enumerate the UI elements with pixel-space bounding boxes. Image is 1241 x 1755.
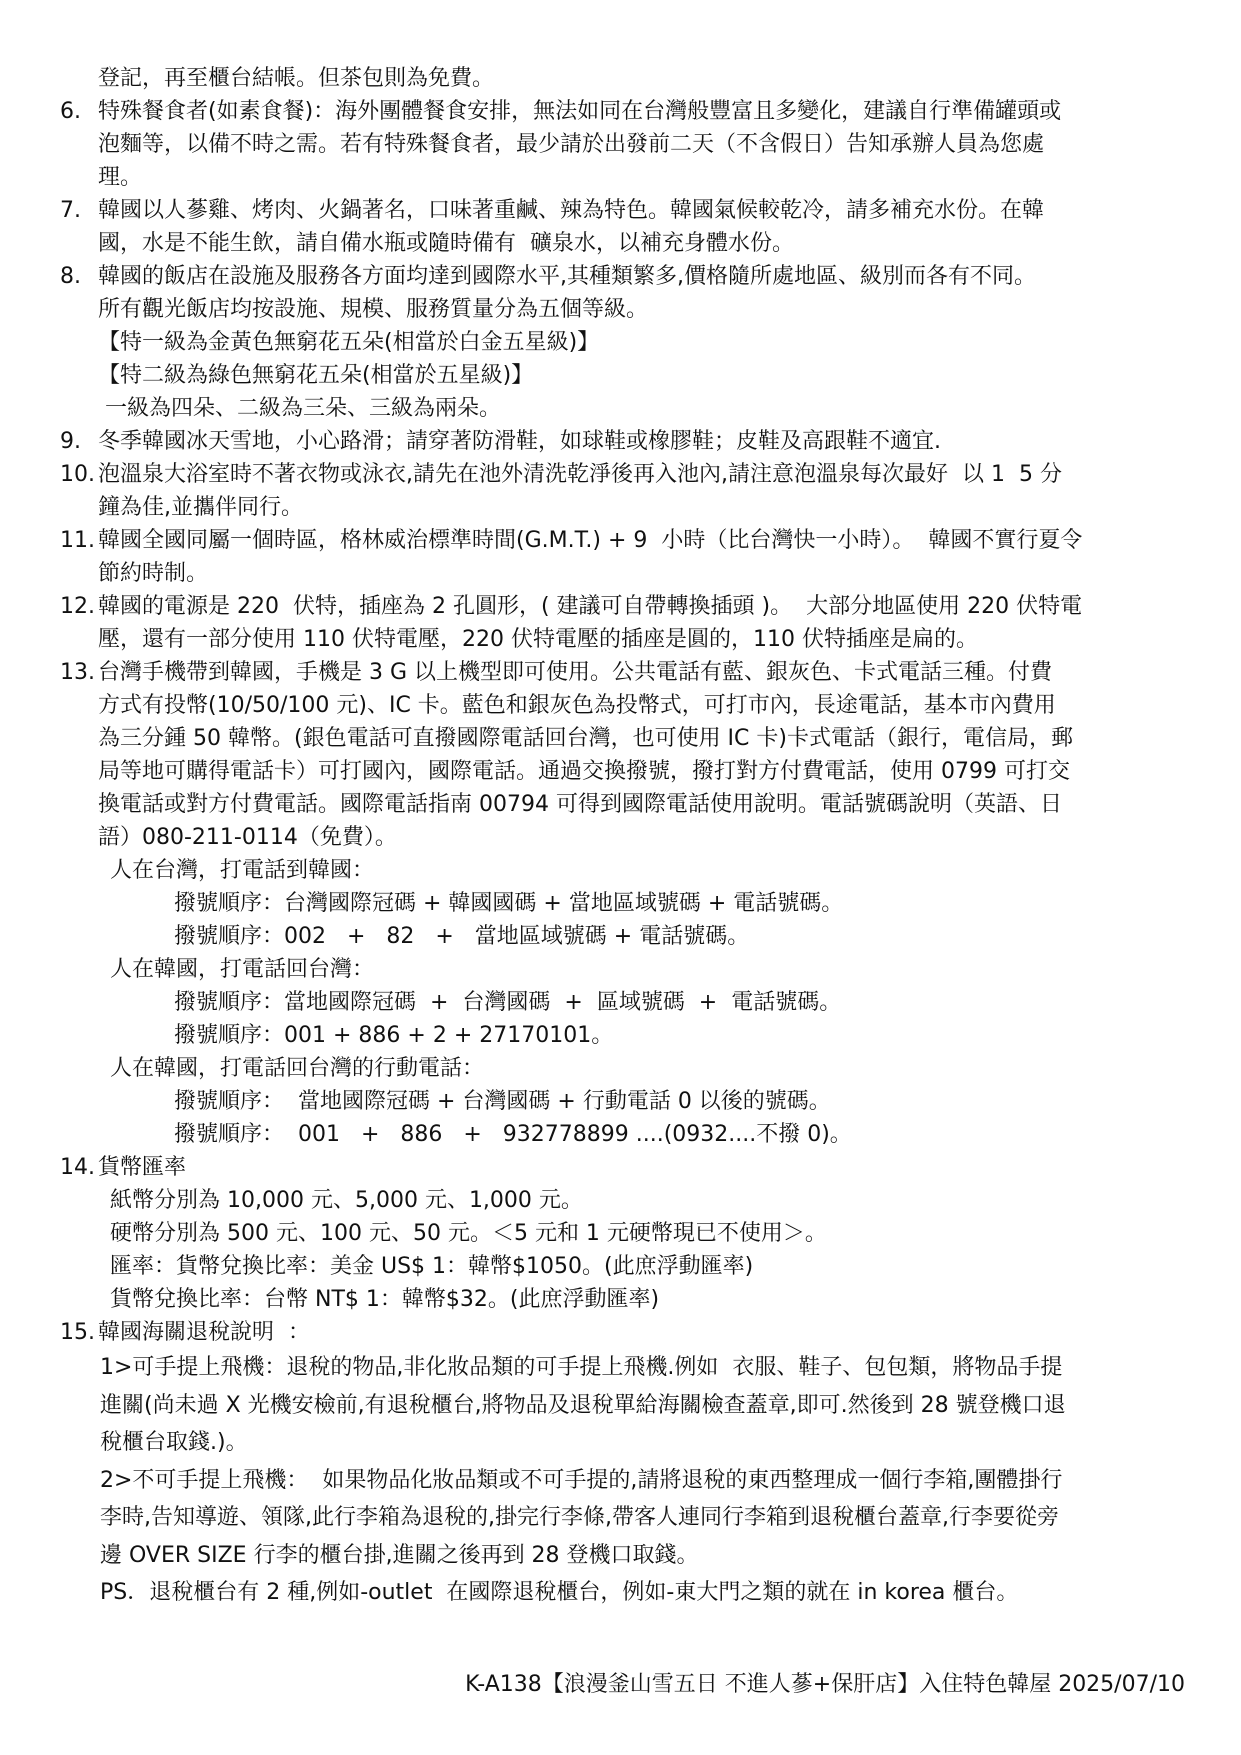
line-text: 撥號順序：台灣國際冠碼 + 韓國國碼 + 當地區域號碼 + 電話號碼。 [174, 891, 844, 916]
line-text: 所有觀光飯店均按設施、規模、服務質量分為五個等級。 [98, 297, 649, 322]
numbered-item-line [60, 1151, 1185, 1184]
text-line [60, 557, 1185, 590]
item-number: 12. [60, 594, 95, 619]
item-number: 14. [60, 1155, 95, 1180]
line-text: 撥號順序：002 + 82 + 當地區域號碼 + 電話號碼。 [174, 924, 750, 949]
numbered-item-line [60, 260, 1185, 293]
numbered-item-line [60, 524, 1185, 557]
line-text: 登記，再至櫃台結帳。但茶包則為免費。 [98, 66, 495, 91]
line-text: 匯率：貨幣兌換比率：美金 US$ 1：韓幣$1050。(此庶浮動匯率) [110, 1254, 754, 1279]
text-line [60, 392, 1185, 425]
numbered-item-line [60, 425, 1185, 458]
page-footer: K-A138【浪漫釜山雪五日 不進人蔘+保肝店】入住特色韓屋 2025/07/10 [465, 1672, 1185, 1697]
line-text: 壓，還有一部分使用 110 伏特電壓，220 伏特電壓的插座是圓的，110 伏特插座是扁的。 [98, 627, 978, 652]
text-line [60, 1424, 1185, 1462]
text-line [60, 1349, 1185, 1387]
line-text: 特殊餐食者(如素食餐)：海外團體餐食安排，無法如同在台灣般豐富且多變化，建議自行準備罐頭或 [98, 99, 1062, 124]
text-line [60, 227, 1185, 260]
numbered-item-line [60, 590, 1185, 623]
line-text: 撥號順序：001 + 886 + 2 + 27170101。 [174, 1023, 614, 1048]
line-text: 泡溫泉大浴室時不著衣物或泳衣,請先在池外清洗乾淨後再入池內,請注意泡溫泉每次最好 以 1 5 分 [98, 462, 1062, 487]
line-text: 節約時制。 [98, 561, 209, 586]
line-text: 1>可手提上飛機：退稅的物品,非化妝品類的可手提上飛機.例如 衣服、鞋子、包包類，將物品手提 [100, 1355, 1063, 1380]
text-line [60, 1462, 1185, 1500]
text-line [60, 1085, 1185, 1118]
numbered-item-line [60, 1316, 1185, 1349]
line-text: 韓國海關退稅說明 ： [98, 1320, 310, 1345]
text-line [60, 920, 1185, 953]
line-text: 換電話或對方付費電話。國際電話指南 00794 可得到國際電話使用說明。電話號碼說明（英語、日 [98, 792, 1062, 817]
item-number: 7. [60, 198, 81, 223]
text-line [60, 1387, 1185, 1425]
line-text: 韓國的電源是 220 伏特，插座為 2 孔圓形，( 建議可自帶轉換插頭 )。 大部分地區使用 220 伏特電 [98, 594, 1083, 619]
text-line [60, 821, 1185, 854]
line-text: PS．退稅櫃台有 2 種,例如-outlet 在國際退稅櫃台，例如-東大門之類的就在 in korea 櫃台。 [100, 1580, 1019, 1605]
text-line [60, 1250, 1185, 1283]
line-text: 撥號順序：當地國際冠碼 + 台灣國碼 + 區域號碼 + 電話號碼。 [174, 990, 842, 1015]
numbered-item-line [60, 95, 1185, 128]
item-number: 15. [60, 1320, 95, 1345]
line-text: 稅櫃台取錢.)。 [100, 1430, 248, 1455]
text-line [60, 1499, 1185, 1537]
text-line [60, 326, 1185, 359]
text-line [60, 1217, 1185, 1250]
line-text: 國，水是不能生飲，請自備水瓶或隨時備有 礦泉水，以補充身體水份。 [98, 231, 794, 256]
line-text: 韓國全國同屬一個時區，格林威治標準時間(G.M.T.) + 9 小時（比台灣快一小時）。 韓國不實行夏令 [98, 528, 1083, 553]
text-line [60, 1184, 1185, 1217]
line-text: 方式有投幣(10/50/100 元)、IC 卡。藍色和銀灰色為投幣式，可打市內，長途電話，基本市內費用 [98, 693, 1056, 718]
text-line [60, 491, 1185, 524]
item-number: 9. [60, 429, 81, 454]
text-line [60, 293, 1185, 326]
line-text: 泡麵等，以備不時之需。若有特殊餐食者，最少請於出發前二天（不含假日）告知承辦人員為您處 [98, 132, 1045, 157]
line-text: 韓國的飯店在設施及服務各方面均達到國際水平,其種類繁多,價格隨所處地區、級別而各有不同。 [98, 264, 1036, 289]
line-text: 硬幣分別為 500 元、100 元、50 元。＜5 元和 1 元硬幣現已不使用＞。 [110, 1221, 827, 1246]
text-line [60, 953, 1185, 986]
line-text: 紙幣分別為 10,000 元、5,000 元、1,000 元。 [110, 1188, 583, 1213]
item-number: 8. [60, 264, 81, 289]
line-text: 2>不可手提上飛機： 如果物品化妝品類或不可手提的,請將退稅的東西整理成一個行李箱,團體掛行 [100, 1467, 1063, 1493]
text-line [60, 689, 1185, 722]
line-text: 冬季韓國冰天雪地，小心路滑；請穿著防滑鞋，如球鞋或橡膠鞋；皮鞋及高跟鞋不適宜. [98, 429, 941, 454]
text-line [60, 359, 1185, 392]
line-text: 鐘為佳,並攜伴同行。 [98, 495, 303, 520]
line-text: 貨幣匯率 [98, 1155, 187, 1180]
line-text: 邊 OVER SIZE 行李的櫃台掛,進關之後再到 28 登機口取錢。 [100, 1542, 699, 1568]
line-text: 為三分鍾 50 韓幣。(銀色電話可直撥國際電話回台灣，也可使用 IC 卡)卡式電話（銀行，電信局，郵 [98, 726, 1073, 751]
text-line [60, 1574, 1185, 1612]
numbered-item-line [60, 194, 1185, 227]
text-line [60, 887, 1185, 920]
text-line [60, 1283, 1185, 1316]
text-line [60, 1019, 1185, 1052]
line-text: 台灣手機帶到韓國，手機是 3 G 以上機型即可使用。公共電話有藍、銀灰色、卡式電話三種。付費 [98, 660, 1053, 685]
text-line [60, 854, 1185, 887]
line-text: 【特二級為綠色無窮花五朵(相當於五星級)】 [98, 363, 534, 388]
text-line [60, 1118, 1185, 1151]
numbered-item-line [60, 458, 1185, 491]
numbered-item-line [60, 656, 1185, 689]
line-text: 理。 [98, 165, 143, 190]
line-text: 進關(尚未過 X 光機安檢前,有退稅櫃台,將物品及退稅單給海關檢查蓋章,即可.然後到 28 號登機口退 [100, 1392, 1066, 1418]
item-number: 11. [60, 528, 95, 553]
text-line [60, 986, 1185, 1019]
text-line [60, 755, 1185, 788]
text-line [60, 62, 1185, 95]
line-text: 【特一級為金黃色無窮花五朵(相當於白金五星級)】 [98, 330, 600, 355]
line-text: 韓國以人蔘雞、烤肉、火鍋著名，口味著重鹹、辣為特色。韓國氣候較乾冷，請多補充水份。在韓 [98, 198, 1045, 223]
line-text: 語）080-211-0114（免費）。 [98, 825, 397, 850]
line-text: 李時,告知導遊、領隊,此行李箱為退稅的,掛完行李條,帶客人連同行李箱到退稅櫃台蓋章,行李要從旁 [100, 1505, 1059, 1530]
text-line [60, 788, 1185, 821]
text-line [60, 623, 1185, 656]
item-number: 13. [60, 660, 95, 685]
text-line [60, 1052, 1185, 1085]
text-line [60, 1537, 1185, 1575]
text-line [60, 128, 1185, 161]
text-line [60, 161, 1185, 194]
line-text: 撥號順序： 001 + 886 + 932778899 ....(0932....不撥 0)。 [174, 1122, 852, 1147]
line-text: 一級為四朵、二級為三朵、三級為兩朵。 [98, 396, 501, 421]
line-text: 人在韓國，打電話回台灣的行動電話： [110, 1056, 485, 1081]
item-number: 6. [60, 99, 81, 124]
item-number: 10. [60, 462, 95, 487]
text-line [60, 722, 1185, 755]
line-text: 人在韓國，打電話回台灣： [110, 957, 375, 982]
document-body [60, 62, 1185, 1612]
line-text: 貨幣兌換比率：台幣 NT$ 1：韓幣$32。(此庶浮動匯率) [110, 1287, 660, 1312]
line-text: 局等地可購得電話卡）可打國內，國際電話。通過交換撥號，撥打對方付費電話，使用 0799 可打交 [98, 759, 1070, 784]
line-text: 撥號順序： 當地國際冠碼 + 台灣國碼 + 行動電話 0 以後的號碼。 [174, 1089, 831, 1114]
line-text: 人在台灣，打電話到韓國： [110, 858, 375, 883]
